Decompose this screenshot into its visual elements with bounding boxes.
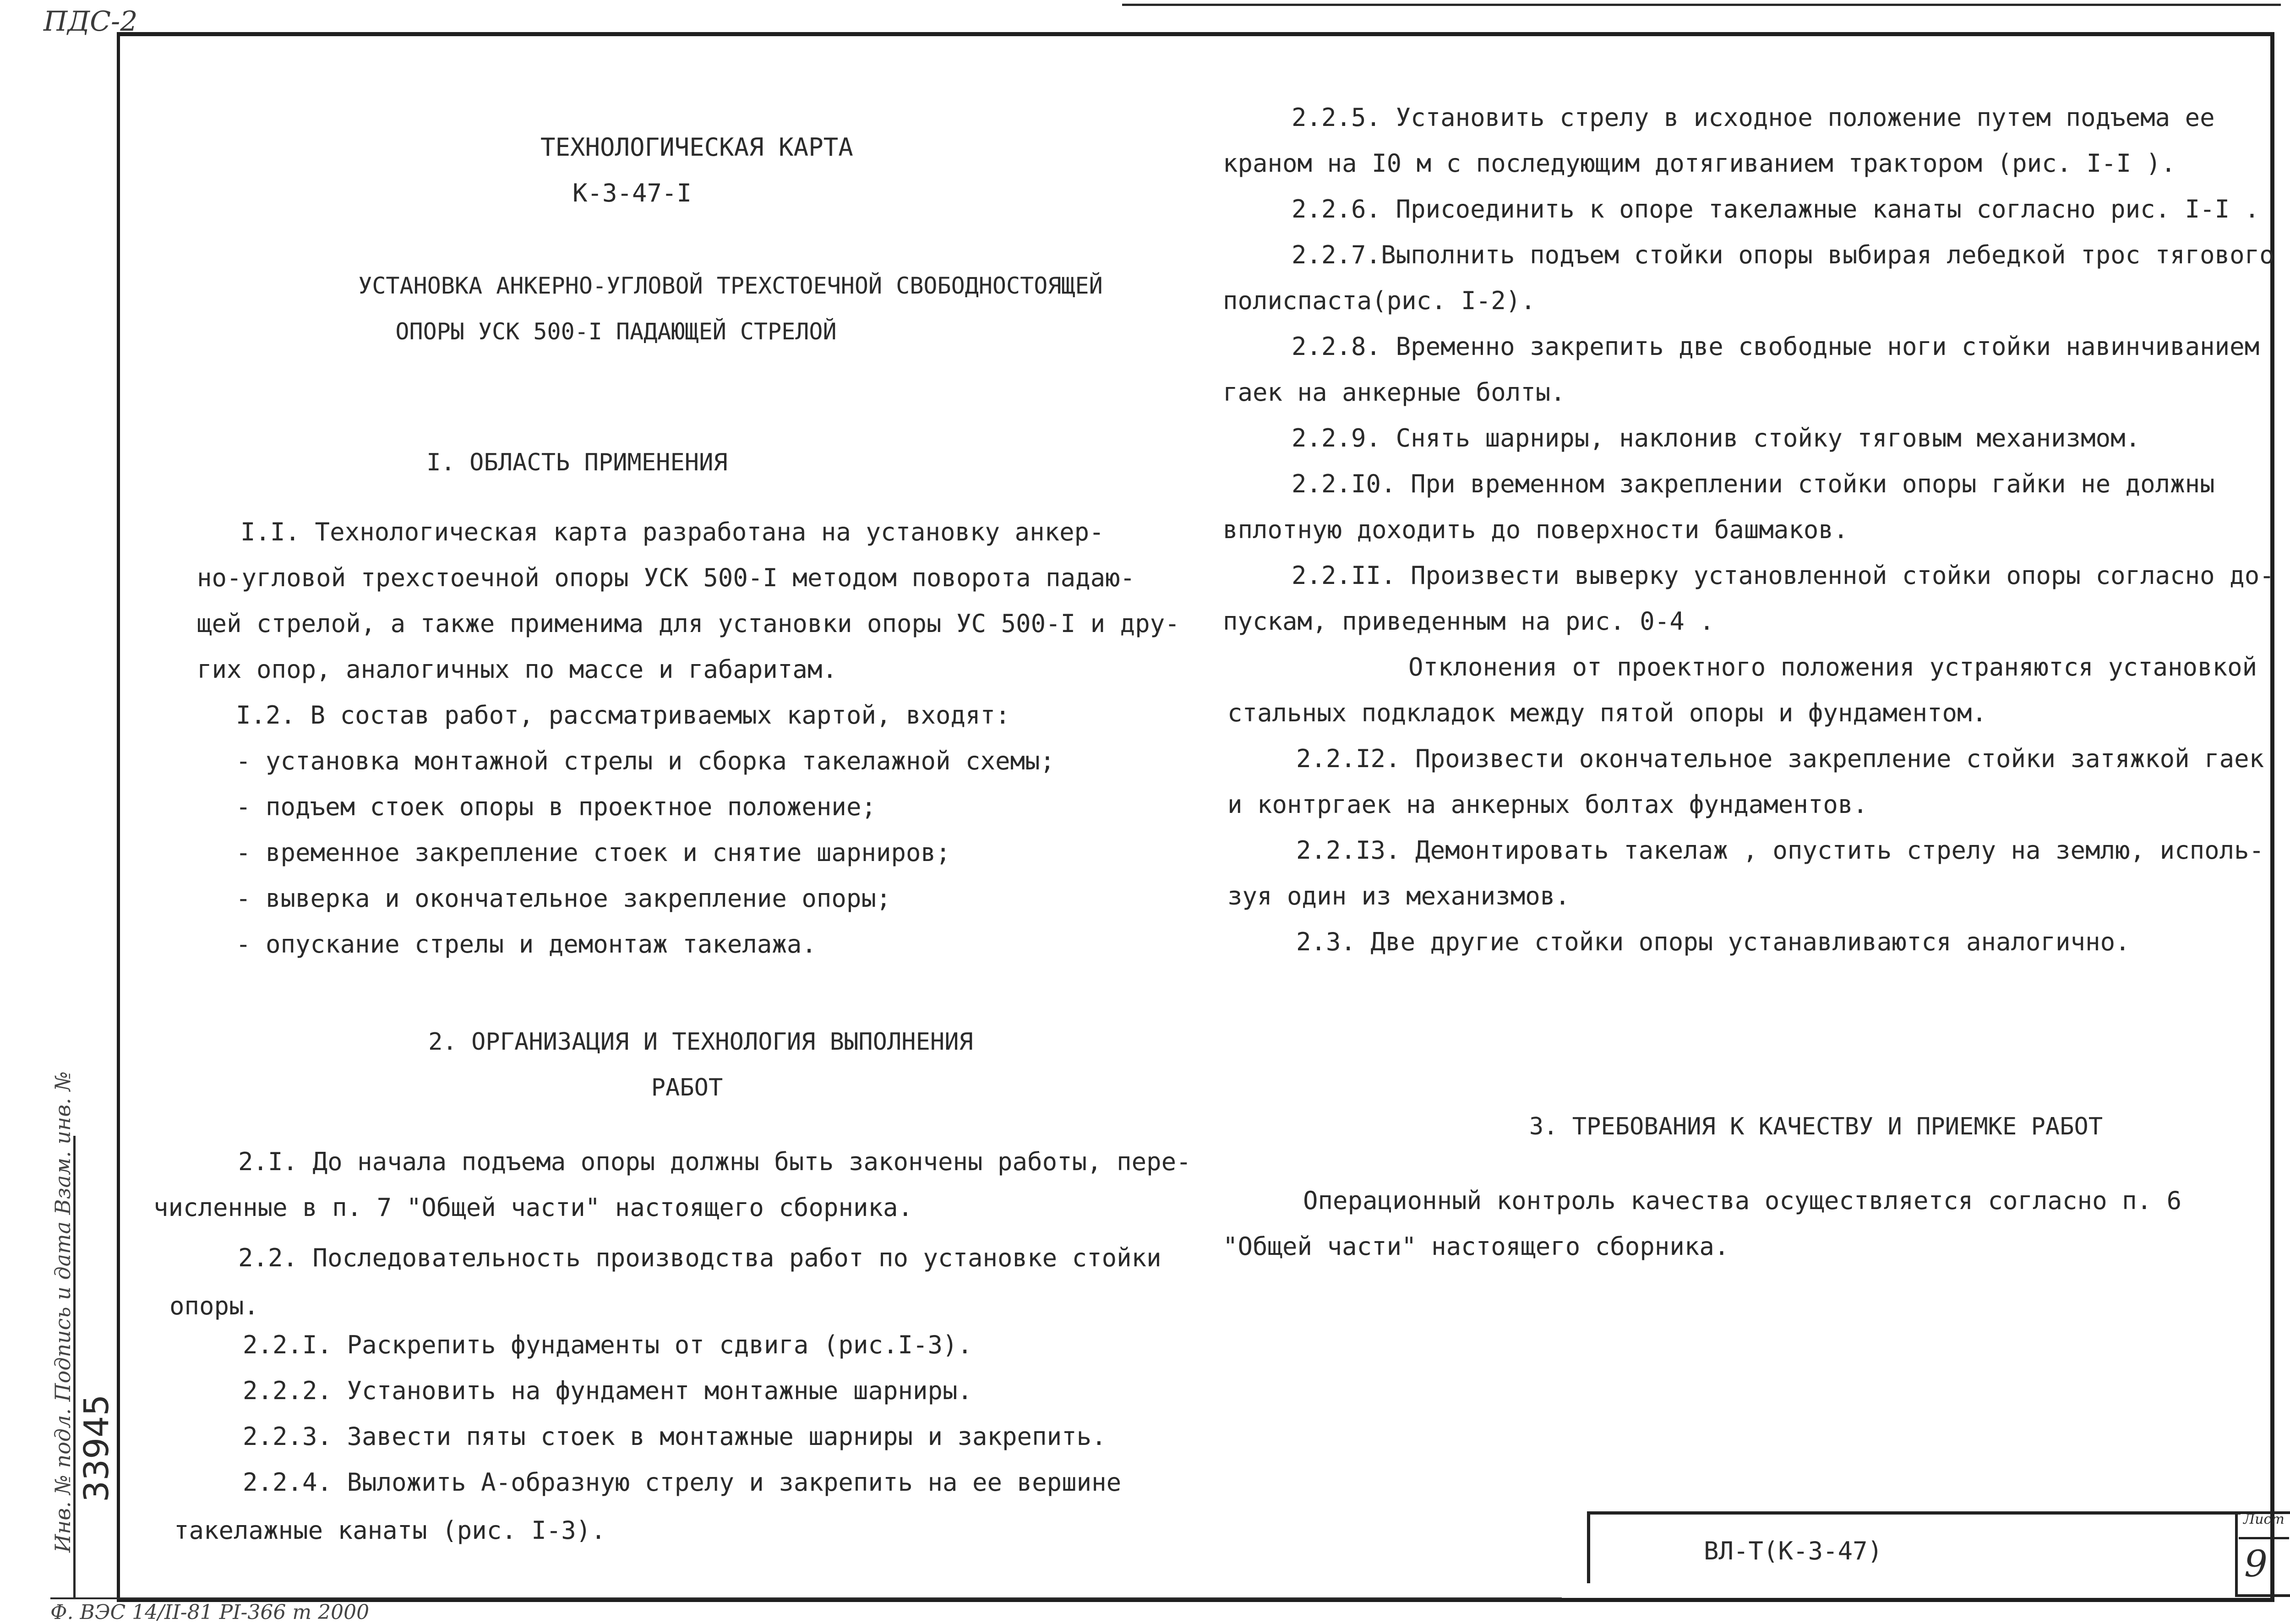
title-stamp-box	[1587, 1511, 2241, 1583]
section-1-line: - опускание стрелы и демонтаж такелажа.	[236, 930, 817, 959]
section-1-line: - установка монтажной стрелы и сборка такелажной схемы;	[236, 747, 1055, 775]
footer-note: Ф. ВЭС 14/II-81 РI-366 т 2000	[50, 1601, 370, 1624]
corner-note: ПДС-2	[44, 5, 138, 38]
section-3-line: Операционный контроль качества осуществляется согласно п. 6	[1303, 1186, 2182, 1215]
section-2-line: 2.I. До начала подъема опоры должны быть закончены работы, пере-	[238, 1147, 1191, 1176]
section-2-line: Отклонения от проектного положения устраняются установкой	[1408, 653, 2257, 681]
section-2-line: 2.3. Две другие стойки опоры устанавливаются аналогично.	[1296, 927, 2130, 956]
section-2-line: зуя один из механизмов.	[1227, 882, 1570, 910]
section-2-line: 2.2.7.Выполнить подъем стойки опоры выбирая лебедкой трос тягового	[1292, 240, 2274, 269]
card-title: ТЕХНОЛОГИЧЕСКАЯ КАРТА	[540, 133, 853, 162]
section-2-line: численные в п. 7 "Общей части" настоящего сборника.	[153, 1193, 913, 1222]
section-2-line: 2.2.I2. Произвести окончательное закрепление стойки затяжкой гаек	[1296, 744, 2264, 773]
section-1-line: - подъем стоек опоры в проектное положение;	[236, 792, 876, 821]
sheet-label: Лист	[2239, 1511, 2289, 1539]
section-3-line: "Общей части" настоящего сборника.	[1223, 1232, 1729, 1261]
section-2-line: 2.2.I0. При временном закреплении стойки опоры гайки не должны	[1292, 469, 2215, 498]
bottom-edge-line	[50, 1597, 1562, 1599]
section-2-line: полиспаста(рис. I-2).	[1223, 286, 1536, 315]
section-1-line: гих опор, аналогичных по массе и габаритам.	[197, 655, 837, 684]
section-1-line: щей стрелой, а также применима для установки опоры УС 500-I и дру-	[197, 609, 1180, 638]
section-2-line: 2.2.8. Временно закрепить две свободные ноги стойки навинчиванием	[1292, 332, 2260, 361]
section-1-line: но-угловой трехстоечной опоры УСК 500-I методом поворота падаю-	[197, 563, 1135, 592]
section-3-heading: 3. ТРЕБОВАНИЯ К КАЧЕСТВУ И ПРИЕМКЕ РАБОТ	[1529, 1113, 2103, 1140]
sheet-number: 9	[2244, 1542, 2268, 1585]
subject-line-1: УСТАНОВКА АНКЕРНО-УГЛОВОЙ ТРЕХСТОЕЧНОЙ СВОБОДНОСТОЯЩЕЙ	[358, 272, 1103, 299]
margin-signature-note: Инв. № подл. Подпись и дата Взам. инв. №	[50, 1071, 75, 1553]
section-2-line: 2.2.4. Выложить А-образную стрелу и закрепить на ее вершине	[243, 1468, 1122, 1497]
section-2-line: вплотную доходить до поверхности башмаков.	[1223, 515, 1848, 544]
section-2-line: такелажные канаты (рис. I-3).	[174, 1516, 606, 1545]
section-1-line: I.2. В состав работ, рассматриваемых картой, входят:	[236, 701, 1010, 730]
section-2-line: стальных подкладок между пятой опоры и фундаментом.	[1227, 698, 1987, 727]
card-code: К-3-47-I	[572, 179, 692, 207]
section-2-line: 2.2.6. Присоединить к опоре такелажные канаты согласно рис. I-I .	[1292, 195, 2260, 223]
section-2-line: и контргаек на анкерных болтах фундаментов.	[1227, 790, 1868, 819]
section-2-line: 2.2.2. Установить на фундамент монтажные шарниры.	[243, 1376, 973, 1405]
document-code: ВЛ-Т(К-3-47)	[1704, 1537, 1883, 1565]
inventory-number: 33945	[77, 1394, 116, 1502]
section-2-line: 2.2. Последовательность производства работ по установке стойки	[238, 1243, 1161, 1272]
section-1-line: - выверка и окончательное закрепление опоры;	[236, 884, 891, 913]
section-2-line: гаек на анкерные болты.	[1223, 378, 1565, 407]
section-2-line: 2.2.I3. Демонтировать такелаж , опустить стрелу на землю, исполь-	[1296, 836, 2264, 865]
section-2-line: 2.2.II. Произвести выверку установленной стойки опоры согласно до-	[1292, 561, 2274, 590]
subject-line-2: ОПОРЫ УСК 500-I ПАДАЮЩЕЙ СТРЕЛОЙ	[395, 318, 837, 345]
section-2-heading-line-2: РАБОТ	[651, 1074, 723, 1101]
section-1-line: - временное закрепление стоек и снятие шарниров;	[236, 838, 951, 867]
top-edge-line	[1122, 4, 2281, 6]
section-1-line: I.I. Технологическая карта разработана на установку анкер-	[240, 518, 1104, 546]
section-2-line: пускам, приведенным на рис. 0-4 .	[1223, 607, 1714, 636]
section-1-heading: I. ОБЛАСТЬ ПРИМЕНЕНИЯ	[426, 449, 728, 476]
section-2-line: 2.2.I. Раскрепить фундаменты от сдвига (рис.I-3).	[243, 1330, 973, 1359]
section-2-line: 2.2.3. Завести пяты стоек в монтажные шарниры и закрепить.	[243, 1422, 1107, 1451]
section-2-line: краном на I0 м с последующим дотягиванием трактором (рис. I-I ).	[1223, 149, 2176, 178]
section-2-heading-line-1: 2. ОРГАНИЗАЦИЯ И ТЕХНОЛОГИЯ ВЫПОЛНЕНИЯ	[428, 1028, 973, 1056]
section-2-line: 2.2.5. Установить стрелу в исходное положение путем подъема ее	[1292, 103, 2215, 132]
section-2-line: опоры.	[169, 1292, 259, 1320]
section-2-line: 2.2.9. Снять шарниры, наклонив стойку тяговым механизмом.	[1292, 424, 2141, 452]
